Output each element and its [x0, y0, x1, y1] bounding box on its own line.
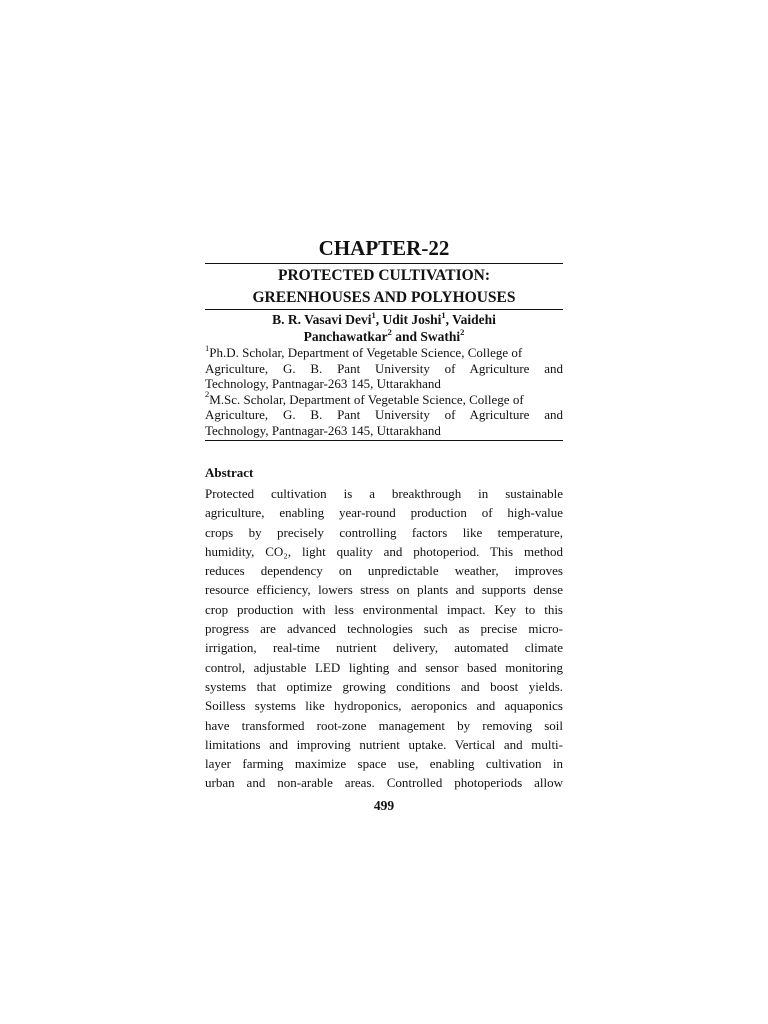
affiliation-line: Agriculture, G. B. Pant University of Agriculture and	[205, 360, 563, 376]
affiliation-2	[205, 389, 563, 439]
abstract-line: Protected cultivation is a breakthrough in sustainable	[205, 486, 563, 501]
affiliations	[205, 342, 563, 440]
title-rule	[205, 309, 563, 310]
abstract-line: limitations and improving nutrient uptake. Vertical and multi-	[205, 736, 563, 752]
affiliation-mark: 1	[205, 342, 210, 353]
abstract-line: irrigation, real-time nutrient delivery, automated climate	[205, 640, 563, 656]
abstract-heading: Abstract	[205, 465, 254, 480]
abstract-line: have transformed root-zone management by removing soil	[205, 717, 563, 733]
abstract-line: Soilless systems like hydroponics, aeroponics and aquaponics	[205, 698, 563, 714]
author-name-2: , Udit Joshi	[375, 312, 442, 327]
author-affiliation-mark-1: 1	[371, 309, 376, 320]
chapter-title	[205, 266, 563, 308]
author-list	[205, 311, 563, 345]
affiliation-line: $^2$M.Sc. Scholar, Department of Vegetable Science, College of	[205, 389, 524, 407]
abstract-body	[205, 484, 563, 793]
affiliation-1	[205, 342, 563, 392]
abstract-line: layer farming maximize space use, enabling cultivation in	[205, 756, 563, 772]
page-number: 499	[373, 798, 395, 813]
abstract-line: reduces dependency on unpredictable weather, improves	[205, 563, 563, 579]
affiliation-line: $^1$Ph.D. Scholar, Department of Vegetable Science, College of	[205, 342, 523, 360]
author-name-3-cont: Panchawatkar	[303, 329, 388, 344]
author-line-1	[205, 311, 563, 328]
chapter-title-line-1: PROTECTED CULTIVATION:	[277, 267, 491, 284]
author-affiliation-mark-3: 2	[387, 326, 392, 337]
abstract-line: progress are advanced technologies such as precise micro-	[205, 621, 563, 637]
affiliation-rule	[205, 440, 563, 441]
abstract-line: control, adjustable LED lighting and sensor based monitoring	[205, 659, 563, 675]
author-line-2	[205, 328, 563, 345]
author-affiliation-mark-2: 1	[441, 309, 446, 320]
abstract-line: urban and non-arable areas. Controlled photoperiods allow	[205, 775, 563, 791]
abstract-line: humidity, CO₂, light quality and photoperiod. This method	[205, 543, 563, 559]
abstract-line: crops by precisely controlling factors like temperature,	[205, 524, 563, 540]
abstract-line: agriculture, enabling year-round production of high-value	[205, 505, 563, 521]
author-name-4: and Swathi	[391, 329, 461, 344]
chapter-heading: CHAPTER-22	[318, 236, 450, 260]
author-name-1: B. R. Vasavi Devi	[272, 312, 372, 327]
abstract-line: crop production with less environmental impact. Key to this	[205, 601, 563, 617]
top-rule	[205, 263, 563, 264]
abstract-line: resource efficiency, lowers stress on plants and supports dense	[205, 582, 563, 598]
author-name-3: , Vaidehi	[445, 312, 496, 327]
document-page	[205, 236, 563, 793]
affiliation-line: Technology, Pantnagar-263 145, Uttarakhand	[205, 376, 441, 391]
chapter-title-line-2: GREENHOUSES AND POLYHOUSES	[252, 289, 516, 306]
affiliation-line: Technology, Pantnagar-263 145, Uttarakhand	[205, 422, 441, 438]
affiliation-line: Agriculture, G. B. Pant University of Agriculture and	[205, 407, 563, 422]
affiliation-mark: 2	[205, 389, 210, 400]
author-affiliation-mark-4: 2	[460, 326, 465, 337]
abstract-line: systems that optimize growing conditions and boost yields.	[205, 678, 563, 694]
